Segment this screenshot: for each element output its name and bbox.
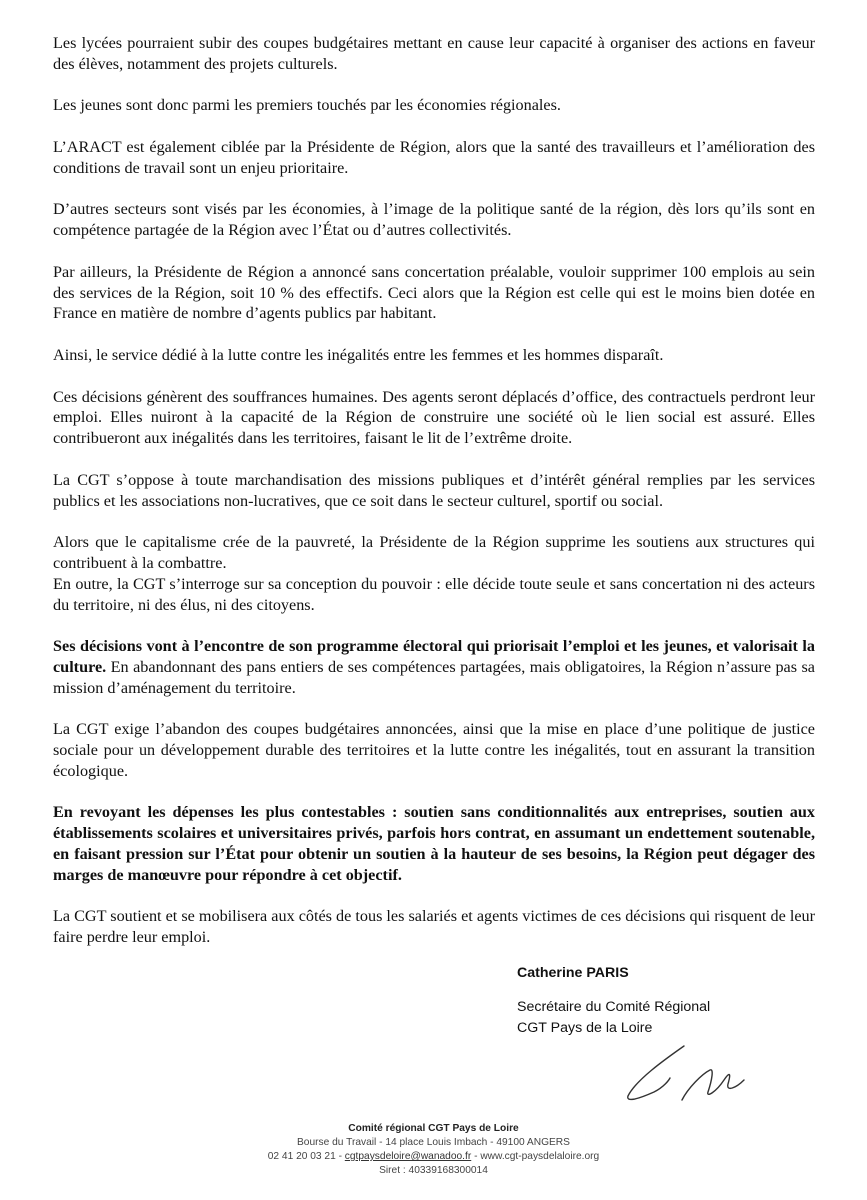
paragraph-jeunes: Les jeunes sont donc parmi les premiers touchés par les économies régionales. [53, 96, 561, 115]
paragraph-pouvoir: En outre, la CGT s’interroge sur sa conception du pouvoir : elle décide toute seule et sans concertation ni des acteurs du territoire, ni des élus, ni des citoyens. [53, 574, 815, 614]
paragraph-emplois: Par ailleurs, la Présidente de Région a annoncé sans concertation préalable, vouloir supprimer 100 emplois au sein des services de la Région, soit 10 % des effectifs. Ceci alors que la Région est celle qui est le moins bien dotée en France en matière de nombre d’agents publics par habitant. [53, 262, 815, 323]
footer-email-link[interactable]: cgtpaysdeloire@wanadoo.fr [344, 1151, 472, 1162]
paragraph-lycees: Les lycées pourraient subir des coupes budgétaires mettant en cause leur capacité à organiser des actions en faveur des élèves, notamment des projets culturels. [53, 34, 815, 73]
paragraph-exigence: La CGT exige l’abandon des coupes budgétaires annoncées, ainsi que la mise en place d’une politique de justice sociale pour un développement durable des territoires et la lutte contre les inégalités, tout en assurant la transition écologique. [53, 720, 815, 780]
paragraph-depenses: En revoyant les dépenses les plus contestables : soutien sans conditionnalités aux entreprises, soutien aux établissements scolaires et universitaires privés, parfois hors contrat, en assumant un endettement soutenable, en faisant pression sur l’État pour obtenir un soutien à la hauteur de ses besoins, la Région peut dégager des marges de manœuvre pour répondre à cet objectif. [53, 803, 815, 884]
paragraph-programme [53, 636, 815, 698]
paragraph-souffrances: Ces décisions génèrent des souffrances humaines. Des agents seront déplacés d’office, des contractuels perdront leur emploi. Elles nuiront à la capacité de la Région de construire une société où le lien social est assuré. Elles contribueront aux inégalités dans les territoires, faisant le lit de l’extrême droite. [53, 387, 815, 448]
paragraph-pauvrete: Alors que le capitalisme crée de la pauvreté, la Présidente de la Région supprime les soutiens aux structures qui contribuent à la combattre. [53, 533, 815, 572]
footer-separator: - [471, 1151, 481, 1162]
paragraph-soutien: La CGT soutient et se mobilisera aux côtés de tous les salariés et agents victimes de ces décisions qui risquent de leur faire perdre leur emploi. [53, 907, 815, 947]
paragraph-autres-secteurs: D’autres secteurs sont visés par les économies, à l’image de la politique santé de la région, dès lors qu’ils sont en compétence partagée de la Région avec l’État ou d’autres collectivités. [53, 200, 815, 240]
handwritten-signature [624, 1040, 774, 1108]
footer-contact [0, 1150, 867, 1164]
letterhead-footer [0, 1122, 867, 1178]
footer-phone: 02 41 20 03 21 [267, 1151, 336, 1162]
programme-bold-text: Ses décisions vont à l’encontre de son programme électoral qui priorisait l’emploi et les jeunes, et valorisait la culture. [53, 637, 815, 676]
signature-block [517, 963, 710, 1039]
footer-separator: - [335, 1151, 345, 1162]
paragraph-marchandisation: La CGT s’oppose à toute marchandisation des missions publiques et d’intérêt général remplies par les services publics et les associations non-lucratives, que ce soit dans le secteur culturel, sportif ou social. [53, 470, 815, 510]
footer-title: Comité régional CGT Pays de Loire [348, 1123, 519, 1134]
footer-siret: Siret : 40339168300014 [379, 1165, 488, 1176]
letter-body [53, 33, 815, 969]
paragraph-aract: L’ARACT est également ciblée par la Présidente de Région, alors que la santé des travailleurs et l’amélioration des conditions de travail sont un enjeu prioritaire. [53, 137, 815, 177]
signatory-role-line2: CGT Pays de la Loire [517, 1020, 653, 1036]
footer-website: www.cgt-paysdelaloire.org [480, 1151, 600, 1162]
programme-text: En abandonnant des pans entiers de ses compétences partagées, mais obligatoires, la Région n’assure pas sa mission d’aménagement du territoire. [53, 657, 815, 697]
paragraph-egalite: Ainsi, le service dédié à la lutte contre les inégalités entre les femmes et les hommes disparaît. [53, 345, 664, 364]
signatory-name: Catherine PARIS [517, 965, 629, 981]
footer-address: Bourse du Travail - 14 place Louis Imbach - 49100 ANGERS [297, 1137, 570, 1148]
signatory-role-line1: Secrétaire du Comité Régional [517, 999, 711, 1015]
